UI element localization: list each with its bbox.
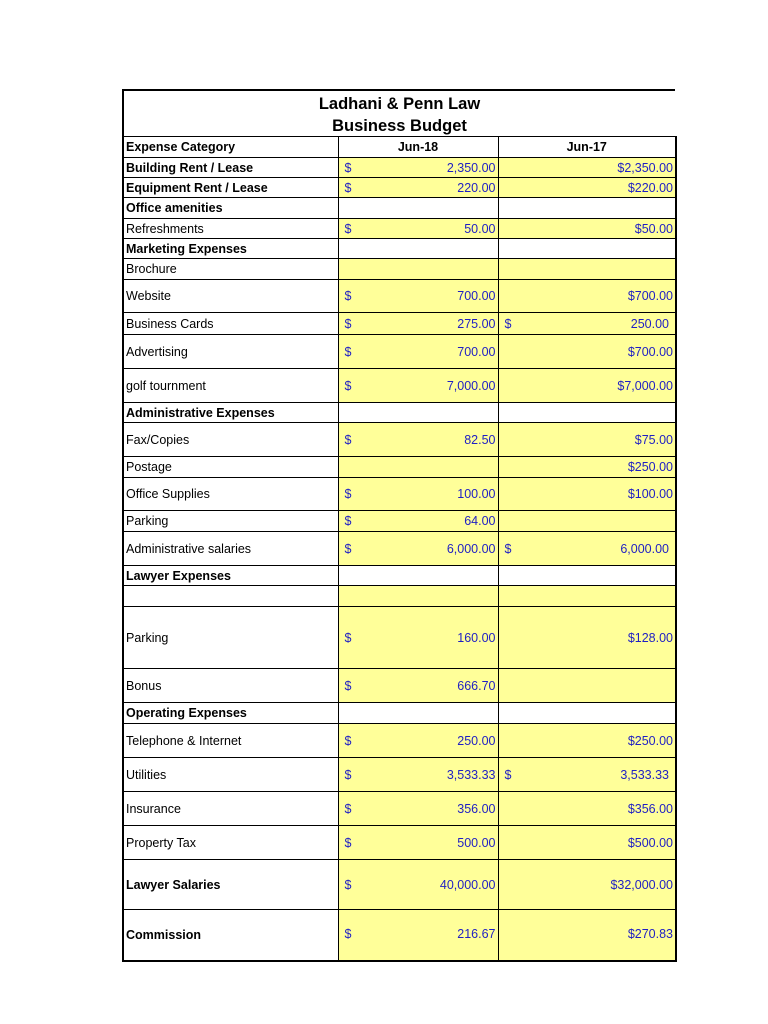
amount-value: $2,350.00 xyxy=(617,160,673,175)
amount-value: 82.50 xyxy=(464,432,496,447)
expense-category: Advertising xyxy=(123,335,338,369)
amount-jun17-cell xyxy=(498,860,676,910)
table-row xyxy=(123,219,676,239)
budget-title: Business Budget xyxy=(332,117,467,135)
expense-category: Utilities xyxy=(123,758,338,792)
header-jun17: Jun-17 xyxy=(498,137,676,158)
amount-jun17-cell xyxy=(498,511,676,532)
expense-category: Brochure xyxy=(123,259,338,280)
currency-symbol: $ xyxy=(344,541,352,556)
amount-jun17-cell xyxy=(498,792,676,826)
amount-jun17-cell xyxy=(498,403,676,423)
table-row xyxy=(123,478,676,511)
amount-jun17-cell xyxy=(498,724,676,758)
amount-jun18-cell xyxy=(338,586,498,607)
amount-jun18-cell xyxy=(338,566,498,586)
currency-symbol: $ xyxy=(344,835,352,850)
amount-value: 2,350.00 xyxy=(446,160,496,175)
expense-category: Refreshments xyxy=(123,219,338,239)
amount-jun18-cell xyxy=(338,158,498,178)
expense-category: Marketing Expenses xyxy=(123,239,338,259)
table-row xyxy=(123,758,676,792)
amount-jun17-cell xyxy=(498,158,676,178)
header-row xyxy=(123,137,676,158)
expense-category: Commission xyxy=(123,910,338,961)
amount-jun18-cell xyxy=(338,607,498,669)
section-row xyxy=(123,198,676,219)
amount-jun18-cell xyxy=(338,239,498,259)
currency-symbol: $ xyxy=(344,927,352,942)
section-row xyxy=(123,403,676,423)
amount-jun17-cell xyxy=(498,369,676,403)
expense-category: Website xyxy=(123,280,338,313)
amount-jun18-cell xyxy=(338,403,498,423)
amount-value: 64.00 xyxy=(464,513,496,528)
table-row xyxy=(123,532,676,566)
header-jun18: Jun-18 xyxy=(338,137,498,158)
expense-category: Telephone & Internet xyxy=(123,724,338,758)
expense-category: Office Supplies xyxy=(123,478,338,511)
amount-value: 50.00 xyxy=(464,221,496,236)
amount-jun17-cell xyxy=(498,313,676,335)
amount-value: $700.00 xyxy=(627,288,673,303)
amount-jun17-cell xyxy=(498,910,676,961)
currency-symbol: $ xyxy=(344,344,352,359)
amount-value: 220.00 xyxy=(457,180,496,195)
currency-symbol: $ xyxy=(344,378,352,393)
amount-value: 250.00 xyxy=(457,733,496,748)
amount-value: 700.00 xyxy=(457,288,496,303)
expense-category: Building Rent / Lease xyxy=(123,158,338,178)
amount-jun17-cell xyxy=(498,758,676,792)
amount-value: $75.00 xyxy=(634,432,673,447)
table-row xyxy=(123,457,676,478)
amount-value: $356.00 xyxy=(627,801,673,816)
amount-jun17-cell xyxy=(498,335,676,369)
amount-jun17-cell xyxy=(498,219,676,239)
amount-value: 7,000.00 xyxy=(446,378,496,393)
title-block xyxy=(122,89,675,136)
amount-value: 40,000.00 xyxy=(439,877,496,892)
expense-category: Fax/Copies xyxy=(123,423,338,457)
currency-symbol: $ xyxy=(344,733,352,748)
currency-symbol: $ xyxy=(344,180,352,195)
amount-value: 216.67 xyxy=(457,927,496,942)
table-row xyxy=(123,158,676,178)
table-row xyxy=(123,511,676,532)
table-row xyxy=(123,724,676,758)
currency-symbol: $ xyxy=(344,767,352,782)
amount-value: $32,000.00 xyxy=(610,877,673,892)
header-category: Expense Category xyxy=(123,137,338,158)
amount-jun18-cell xyxy=(338,826,498,860)
table-row xyxy=(123,826,676,860)
expense-category: Parking xyxy=(123,607,338,669)
table-row xyxy=(123,369,676,403)
amount-value: 500.00 xyxy=(457,835,496,850)
amount-value: $100.00 xyxy=(627,486,673,501)
amount-jun17-cell xyxy=(498,669,676,703)
amount-jun18-cell xyxy=(338,724,498,758)
currency-symbol: $ xyxy=(504,767,512,782)
currency-symbol: $ xyxy=(344,513,352,528)
table-row xyxy=(123,669,676,703)
expense-category: Property Tax xyxy=(123,826,338,860)
amount-value: 250.00 xyxy=(630,316,669,331)
table-row xyxy=(123,910,676,961)
amount-jun18-cell xyxy=(338,178,498,198)
currency-symbol: $ xyxy=(344,630,352,645)
amount-jun18-cell xyxy=(338,532,498,566)
table-row xyxy=(123,259,676,280)
amount-jun18-cell xyxy=(338,198,498,219)
amount-value: 666.70 xyxy=(457,678,496,693)
budget-table xyxy=(122,136,677,962)
amount-value: 6,000.00 xyxy=(446,541,496,556)
company-title: Ladhani & Penn Law xyxy=(318,95,481,113)
amount-jun17-cell xyxy=(498,457,676,478)
expense-category: Business Cards xyxy=(123,313,338,335)
amount-value: $250.00 xyxy=(627,459,673,474)
expense-category: Operating Expenses xyxy=(123,703,338,724)
amount-value: 160.00 xyxy=(457,630,496,645)
amount-jun17-cell xyxy=(498,826,676,860)
amount-jun18-cell xyxy=(338,669,498,703)
amount-value: $700.00 xyxy=(627,344,673,359)
expense-category: golf tournment xyxy=(123,369,338,403)
table-row xyxy=(123,178,676,198)
amount-jun18-cell xyxy=(338,457,498,478)
expense-category: Administrative salaries xyxy=(123,532,338,566)
amount-jun17-cell xyxy=(498,423,676,457)
amount-jun17-cell xyxy=(498,198,676,219)
amount-jun18-cell xyxy=(338,219,498,239)
amount-value: $220.00 xyxy=(627,180,673,195)
budget-sheet xyxy=(122,89,675,962)
amount-jun17-cell xyxy=(498,280,676,313)
amount-jun17-cell xyxy=(498,532,676,566)
currency-symbol: $ xyxy=(344,288,352,303)
amount-value: 275.00 xyxy=(457,316,496,331)
amount-value: 356.00 xyxy=(457,801,496,816)
expense-category: Office amenities xyxy=(123,198,338,219)
amount-jun18-cell xyxy=(338,511,498,532)
amount-value: $7,000.00 xyxy=(617,378,673,393)
table-row xyxy=(123,280,676,313)
amount-value: $250.00 xyxy=(627,733,673,748)
table-row xyxy=(123,792,676,826)
expense-category xyxy=(123,586,338,607)
amount-jun17-cell xyxy=(498,586,676,607)
currency-symbol: $ xyxy=(504,541,512,556)
amount-jun18-cell xyxy=(338,259,498,280)
table-row xyxy=(123,313,676,335)
amount-jun18-cell xyxy=(338,910,498,961)
amount-jun17-cell xyxy=(498,703,676,724)
amount-jun18-cell xyxy=(338,758,498,792)
expense-category: Postage xyxy=(123,457,338,478)
amount-jun18-cell xyxy=(338,313,498,335)
section-row xyxy=(123,566,676,586)
amount-value: $128.00 xyxy=(627,630,673,645)
section-row xyxy=(123,703,676,724)
table-row xyxy=(123,335,676,369)
amount-value: 700.00 xyxy=(457,344,496,359)
amount-jun17-cell xyxy=(498,478,676,511)
currency-symbol: $ xyxy=(344,678,352,693)
amount-jun17-cell xyxy=(498,239,676,259)
expense-category: Bonus xyxy=(123,669,338,703)
amount-jun18-cell xyxy=(338,703,498,724)
expense-category: Parking xyxy=(123,511,338,532)
amount-value: $270.83 xyxy=(627,927,673,942)
amount-jun18-cell xyxy=(338,423,498,457)
amount-jun18-cell xyxy=(338,792,498,826)
amount-jun18-cell xyxy=(338,335,498,369)
expense-category: Administrative Expenses xyxy=(123,403,338,423)
amount-value: 100.00 xyxy=(457,486,496,501)
expense-category: Insurance xyxy=(123,792,338,826)
amount-jun18-cell xyxy=(338,369,498,403)
currency-symbol: $ xyxy=(344,316,352,331)
amount-jun17-cell xyxy=(498,607,676,669)
currency-symbol: $ xyxy=(344,221,352,236)
table-row xyxy=(123,586,676,607)
table-row xyxy=(123,607,676,669)
amount-value: $50.00 xyxy=(634,221,673,236)
table-row xyxy=(123,860,676,910)
currency-symbol: $ xyxy=(344,801,352,816)
amount-jun18-cell xyxy=(338,860,498,910)
expense-category: Lawyer Expenses xyxy=(123,566,338,586)
currency-symbol: $ xyxy=(344,160,352,175)
amount-jun17-cell xyxy=(498,178,676,198)
amount-value: 3,533.33 xyxy=(446,767,496,782)
amount-jun17-cell xyxy=(498,259,676,280)
amount-jun17-cell xyxy=(498,566,676,586)
currency-symbol: $ xyxy=(344,877,352,892)
section-row xyxy=(123,239,676,259)
amount-jun18-cell xyxy=(338,478,498,511)
amount-value: 3,533.33 xyxy=(620,767,669,782)
table-row xyxy=(123,423,676,457)
currency-symbol: $ xyxy=(344,486,352,501)
amount-value: $500.00 xyxy=(627,835,673,850)
amount-value: 6,000.00 xyxy=(620,541,669,556)
expense-category: Lawyer Salaries xyxy=(123,860,338,910)
currency-symbol: $ xyxy=(344,432,352,447)
currency-symbol: $ xyxy=(504,316,512,331)
expense-category: Equipment Rent / Lease xyxy=(123,178,338,198)
amount-jun18-cell xyxy=(338,280,498,313)
